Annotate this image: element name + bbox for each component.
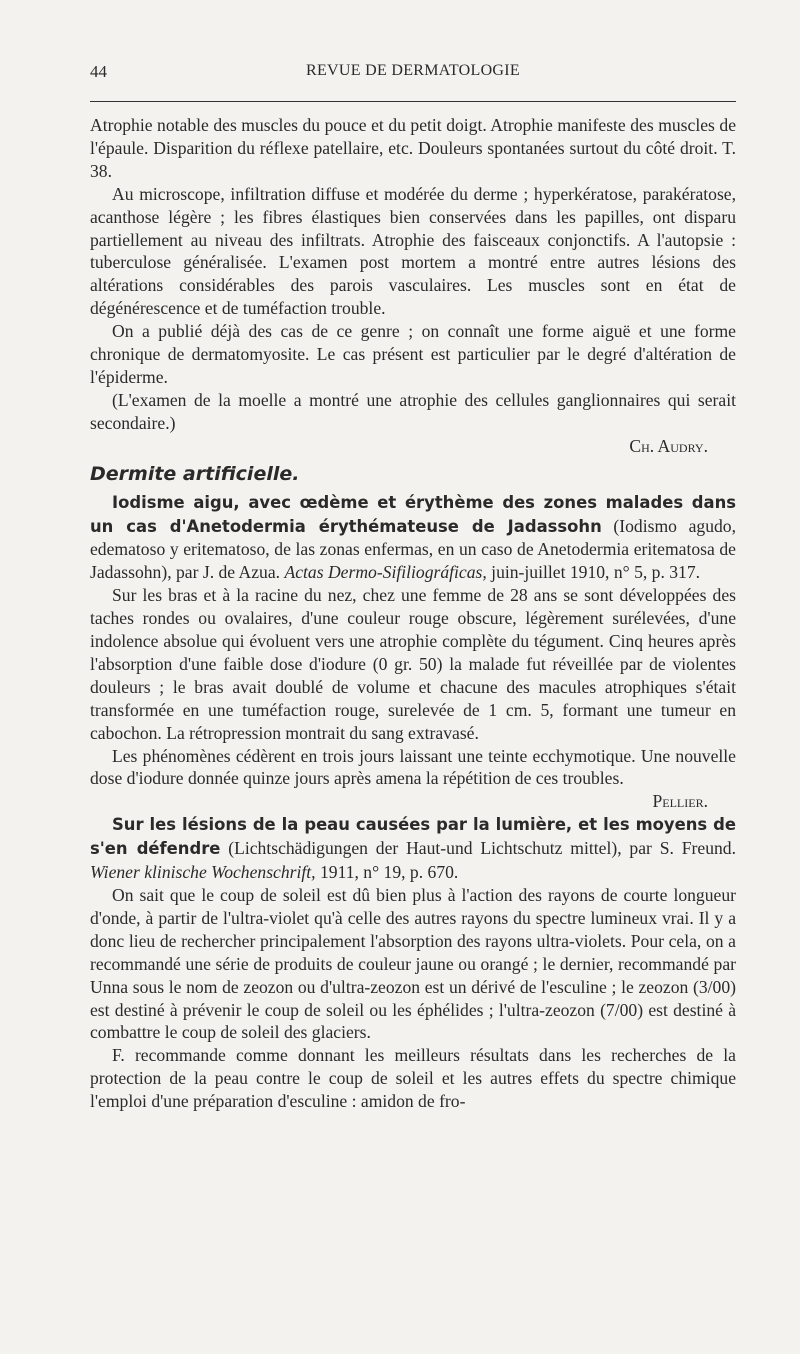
author-signature: Pellier. (652, 791, 708, 812)
article-citation: (Lichtschädigungen der Haut-und Lichtschutz mittel), par S. Freund. (220, 838, 736, 859)
journal-name: Wiener klinische Wochenschrift, (90, 862, 316, 883)
article-entry (90, 491, 736, 585)
header-rule (90, 101, 736, 102)
paragraph: Au microscope, infiltration diffuse et modérée du derme ; hyperkératose, parakératose, acanthose légère ; les fibres élastiques bien conservées dans les papilles, ont disparu partiellement au niveau des infiltrats. Atrophie des faisceaux conjonctifs. A l'autopsie : tuberculose généralisée. L'examen post mortem a montré entre autres lésions des altérations considérables des parois vasculaires. Les muscles sont en état de dégénérescence et de tuméfaction trouble. (90, 183, 736, 319)
author-signature: Ch. Audry. (629, 435, 708, 456)
article-details: 1911, n° 19, p. 670. (315, 862, 459, 883)
running-title: REVUE DE DERMATOLOGIE (306, 62, 520, 79)
article-citation: (Iodismo agudo, edematoso y eritematoso, de las zonas enfermas, en un caso de Anetodermia eritematosa de Jadassohn), par J. de Azua. (90, 515, 736, 583)
signature-line (90, 435, 736, 458)
article-title: Sur les lésions de la peau causées par la lumière, et les moyens de s'en défendre (90, 815, 736, 859)
paragraph: Atrophie notable des muscles du pouce et du petit doigt. Atrophie manifeste des muscles de l'épaule. Disparition du réflexe patellaire, etc. Douleurs spontanées surtout du côté droit. T. 38. (90, 115, 736, 181)
page-body (90, 114, 736, 1113)
paragraph: (L'examen de la moelle a montré une atrophie des cellules ganglionnaires qui serait secondaire.) (90, 389, 736, 433)
signature-line (90, 790, 736, 813)
page-number: 44 (90, 62, 107, 81)
section-heading: Dermite artificielle. (90, 462, 300, 485)
paragraph: Les phénomènes cédèrent en trois jours laissant une teinte ecchymotique. Une nouvelle dose d'iodure donnée quinze jours après amena la répétition de ces troubles. (90, 745, 736, 789)
article-details: juin-juillet 1910, n° 5, p. 317. (486, 562, 701, 583)
page-header (90, 62, 736, 88)
paragraph: On a publié déjà des cas de ce genre ; on connaît une forme aiguë et une forme chronique de dermatomyosite. Le cas présent est particulier par le degré d'altération de l'épiderme. (90, 321, 736, 387)
paragraph: Sur les bras et à la racine du nez, chez une femme de 28 ans se sont développées des taches rondes ou ovalaires, d'une couleur rouge obscure, légèrement surélevées, d'une indolence absolue qui évoluent vers une atrophie complète du tégument. Cinq heures après l'absorption d'une faible dose d'iodure (0 gr. 50) la malade fut réveillée par de violentes douleurs ; le bras avait doublé de volume et chacune des macules atrophiques s'était transformée en une tuméfaction rouge, surelevée de 1 cm. 5, formant une tumeur en cabochon. La rétropression montrait du sang extravasé. (90, 585, 736, 743)
paragraph: On sait que le coup de soleil est dû bien plus à l'action des rayons de courte longueur d'onde, à partir de l'ultra-violet qu'à celle des autres rayons du spectre lumineux vrai. Il y a donc lieu de rechercher principalement l'absorption des rayons ultra-violets. Pour cela, on a recommandé une série de produits de couleur jaune ou orangé ; le dernier, recommandé par Unna sous le nom de zeozon ou d'ultra-zeozon est un dérivé de l'esculine ; le zeozon (3/00) est destiné à prévenir le coup de soleil ou les éphélides ; l'ultra-zeozon (7/00) est destiné à combattre le coup de soleil des glaciers. (90, 885, 736, 1043)
paragraph: F. recommande comme donnant les meilleurs résultats dans les recherches de la protection de la peau contre le coup de soleil et les autres effets du spectre chimique l'emploi d'une préparation d'esculine : amidon de fro- (90, 1045, 736, 1112)
journal-name: Actas Dermo-Sifiliográficas, (284, 562, 487, 583)
article-entry (90, 813, 736, 884)
article-title: Iodisme aigu, avec œdème et érythème des zones malades dans un cas d'Anetodermia érythémateuse de Jadassohn (90, 492, 736, 536)
